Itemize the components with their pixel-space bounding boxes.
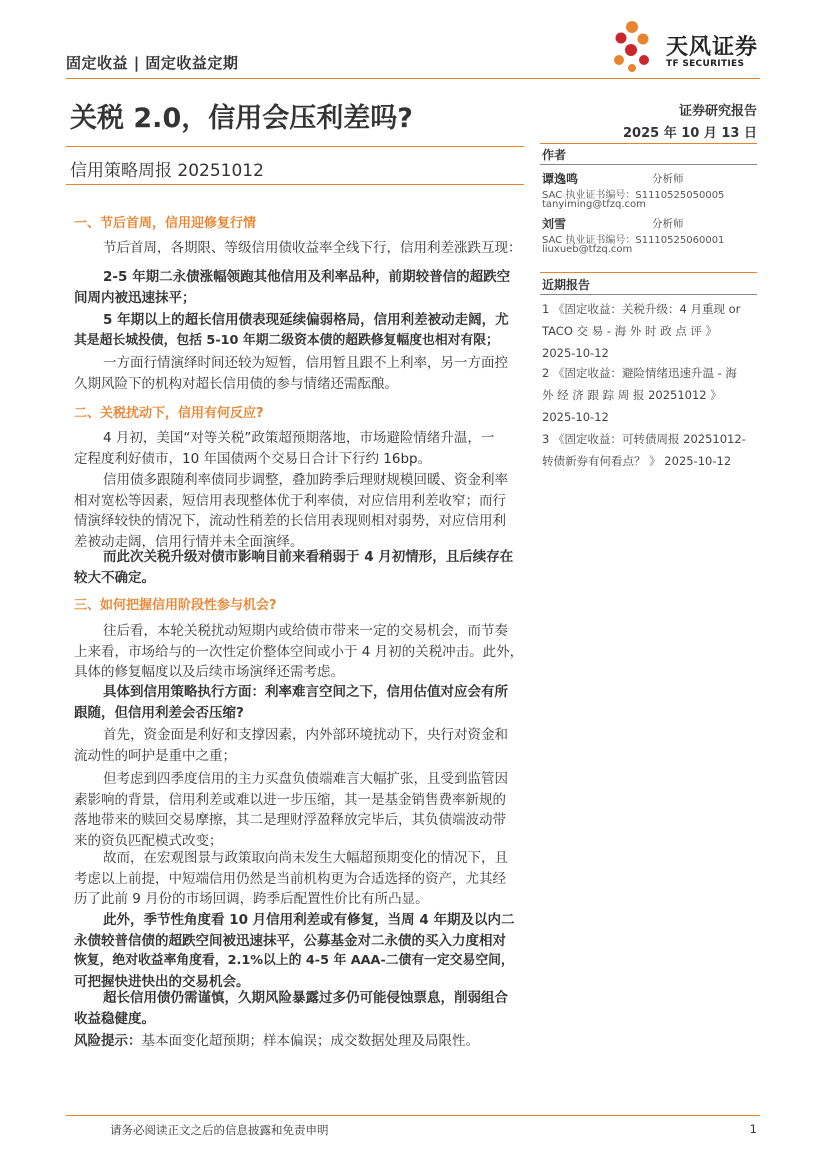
paragraph-line: 可把握快进快出的交易机会。 xyxy=(74,973,250,990)
paragraph-line: 久期风险下的机构对超长信用债的参与情绪还需酝酿。 xyxy=(74,375,398,392)
footer-divider xyxy=(66,1115,760,1116)
recent-report-line: 3 《固定收益：可转债周报 20251012- xyxy=(542,432,746,446)
paragraph-line: 具体到信用策略执行方面：利率难言空间之下，信用估值对应会有所 xyxy=(103,684,508,700)
paragraph-line: 流动性的呵护是重中之重； xyxy=(74,747,236,764)
author-sac: SAC 执业证书编号：S1110525050005 xyxy=(542,190,725,201)
author-sac: SAC 执业证书编号：S1110525060001 xyxy=(542,235,725,246)
paragraph xyxy=(74,238,522,259)
paragraph-line: 素影响的背景，信用利差或难以进一步压缩，其一是基金销售费率新规的 xyxy=(74,791,506,808)
paragraph-line: 首先，资金面是利好和支撑因素，内外部环境扰动下，央行对资金和 xyxy=(103,727,508,743)
section-heading-1: 一、节后首周，信用迎修复行情 xyxy=(74,216,257,231)
paragraph-line: 一方面行情演绎时间还较为短暂，信用暂且跟不上利率，另一方面控 xyxy=(103,355,508,371)
risk-warning xyxy=(74,1031,522,1052)
paragraph-line: 较大不确定。 xyxy=(74,569,155,586)
paragraph xyxy=(74,769,522,851)
recent-report-line: 2025-10-12 xyxy=(542,410,609,424)
paragraph-line: 间周内被迅速抹平； xyxy=(74,289,196,306)
paragraph-line: 落地带来的赎回交易摩擦，其二是理财浮盈释放完毕后，其负债端波动带 xyxy=(74,812,506,828)
paragraph-line: 而此次关税升级对债市影响目前来看稍弱于 4 月初情形，且后续存在 xyxy=(103,549,514,565)
page-number: 1 xyxy=(749,1122,757,1136)
section-heading-3: 三、如何把握信用阶段性参与机会? xyxy=(74,598,277,613)
paragraph xyxy=(74,470,522,552)
author-name: 刘雪 xyxy=(542,217,567,231)
paragraph-line: 4 月初，美国“对等关税”政策超预期落地，市场避险情绪升温，一 xyxy=(103,430,495,446)
risk-text: 基本面变化超预期；样本偏误；成交数据处理及局限性。 xyxy=(141,1033,479,1049)
recent-report-line: TACO 交 易 - 海 外 时 政 点 评 》 xyxy=(542,324,718,338)
paragraph xyxy=(74,267,522,308)
paragraph-line: 但考虑到四季度信用的主力买盘负债端难言大幅扩张，且受到监管因 xyxy=(103,771,508,787)
report-category: 固定收益 | 固定收益定期 xyxy=(66,54,239,72)
paragraph-line: 超长信用债仍需谨慎，久期风险暴露过多仍可能侵蚀票息，削弱组合 xyxy=(103,990,508,1006)
report-date: 2025 年 10 月 13 日 xyxy=(623,126,757,141)
paragraph-line: 跟随，但信用利差会否压缩? xyxy=(74,704,244,721)
report-title: 关税 2.0，信用会压利差吗? xyxy=(70,103,413,134)
paragraph-line: 故而，在宏观图景与政策取向尚未发生大幅超预期变化的情况下，且 xyxy=(103,850,508,866)
recent-report-line: 转债新券有何看点？ 》 2025-10-12 xyxy=(542,454,732,468)
paragraph xyxy=(74,428,522,469)
author-role: 分析师 xyxy=(652,173,684,185)
paragraph-line: 情演绎较快的情况下，流动性稍差的长信用表现则相对弱势，对应信用利 xyxy=(74,513,506,529)
paragraph xyxy=(74,848,522,910)
title-divider xyxy=(66,146,524,147)
logo-text-cn: 天风证券 xyxy=(666,35,759,60)
paragraph-line: 恢复，绝对收益率角度看，2.1%以上的 4-5 年 AAA-二债有一定交易空间， xyxy=(74,953,514,968)
paragraph-line: 此外，季节性角度看 10 月信用利差或有修复，当周 4 年期及以内二 xyxy=(103,912,515,928)
recent-subdivider xyxy=(540,294,757,295)
recent-report-line: 1 《固定收益：关税升级：4 月重现 or xyxy=(542,302,741,316)
recent-report-line: 2025-10-12 xyxy=(542,346,609,360)
recent-heading: 近期报告 xyxy=(542,278,591,292)
paragraph-line: 历了此前 9 月份的市场回调，跨季后配置性价比有所凸显。 xyxy=(74,891,429,907)
paragraph xyxy=(74,910,522,992)
paragraph xyxy=(74,988,522,1029)
recent-report-line: 2 《固定收益：避险情绪迅速升温 - 海 xyxy=(542,366,737,380)
paragraph-line: 相对宽松等因素，短信用表现整体优于利率债，对应信用利差收窄；而行 xyxy=(74,492,506,509)
subtitle-divider xyxy=(66,184,524,185)
paragraph-line: 5 年期以上的超长信用债表现延续偏弱格局，信用利差被动走阔，尤 xyxy=(103,312,509,328)
recent-report-2[interactable] xyxy=(542,362,758,428)
author-name: 谭逸鸣 xyxy=(542,172,579,186)
paragraph-line: 往后看，本轮关税扰动短期内或给债市带来一定的交易机会，而节奏 xyxy=(103,623,508,639)
recent-report-line: 外 经 济 跟 踪 周 报 20251012 》 xyxy=(542,388,722,402)
authors-heading: 作者 xyxy=(542,148,567,162)
paragraph xyxy=(74,353,522,394)
paragraph xyxy=(74,547,522,588)
paragraph-line: 永债较普信债的超跌空间被迅速抹平，公募基金对二永债的买入力度相对 xyxy=(74,932,506,949)
author-email[interactable]: liuxueb@tfzq.com xyxy=(542,244,633,255)
recent-divider xyxy=(540,272,757,273)
header-divider xyxy=(66,78,760,79)
logo-text-en: TF SECURITIES xyxy=(666,59,745,69)
recent-report-3[interactable] xyxy=(542,428,758,472)
paragraph xyxy=(74,621,522,683)
paragraph-line: 其是超长城投债，包括 5-10 年期二级资本债的超跌修复幅度也相对有限； xyxy=(74,332,499,348)
recent-report-1[interactable] xyxy=(542,298,758,364)
paragraph-line: 收益稳健度。 xyxy=(74,1010,155,1027)
footer-disclaimer: 请务必阅读正文之后的信息披露和免责申明 xyxy=(110,1123,329,1137)
paragraph-line: 上来看，市场给与的一次性定价整体空间或小于 4 月初的关税冲击。此外， xyxy=(74,643,524,660)
author-role: 分析师 xyxy=(652,218,684,230)
paragraph xyxy=(74,310,522,351)
paragraph-line: 具体的修复幅度以及后续市场演绎还需考虑。 xyxy=(74,664,344,680)
paragraph-line: 定程度利好债市，10 年国债两个交易日合计下行约 16bp。 xyxy=(74,450,432,467)
authors-divider xyxy=(540,143,757,144)
paragraph-line: 信用债多跟随利率债同步调整，叠加跨季后理财规模回暖、资金利率 xyxy=(103,472,508,488)
report-subtitle: 信用策略周报 20251012 xyxy=(70,161,264,181)
paragraph-line: 考虑以上前提，中短端信用仍然是当前机构更为合适选择的资产，尤其经 xyxy=(74,870,506,887)
paragraph xyxy=(74,725,522,766)
paragraph xyxy=(74,682,522,723)
report-type: 证券研究报告 xyxy=(678,104,757,119)
authors-subdivider xyxy=(540,164,757,165)
paragraph-line: 节后首周，各期限、等级信用债收益率全线下行，信用利差涨跌互现： xyxy=(103,240,522,256)
risk-label: 风险提示： xyxy=(74,1033,142,1049)
section-heading-2: 二、关税扰动下，信用有何反应? xyxy=(74,406,264,421)
author-email[interactable]: tanyiming@tfzq.com xyxy=(542,199,646,210)
paragraph-line: 差被动走阔，信用行情并未全面演绎。 xyxy=(74,533,304,550)
paragraph-line: 2-5 年期二永债涨幅领跑其他信用及利率品种，前期较普信的超跌空 xyxy=(103,269,511,285)
paragraph-line: 来的资负匹配模式改变； xyxy=(74,832,223,849)
